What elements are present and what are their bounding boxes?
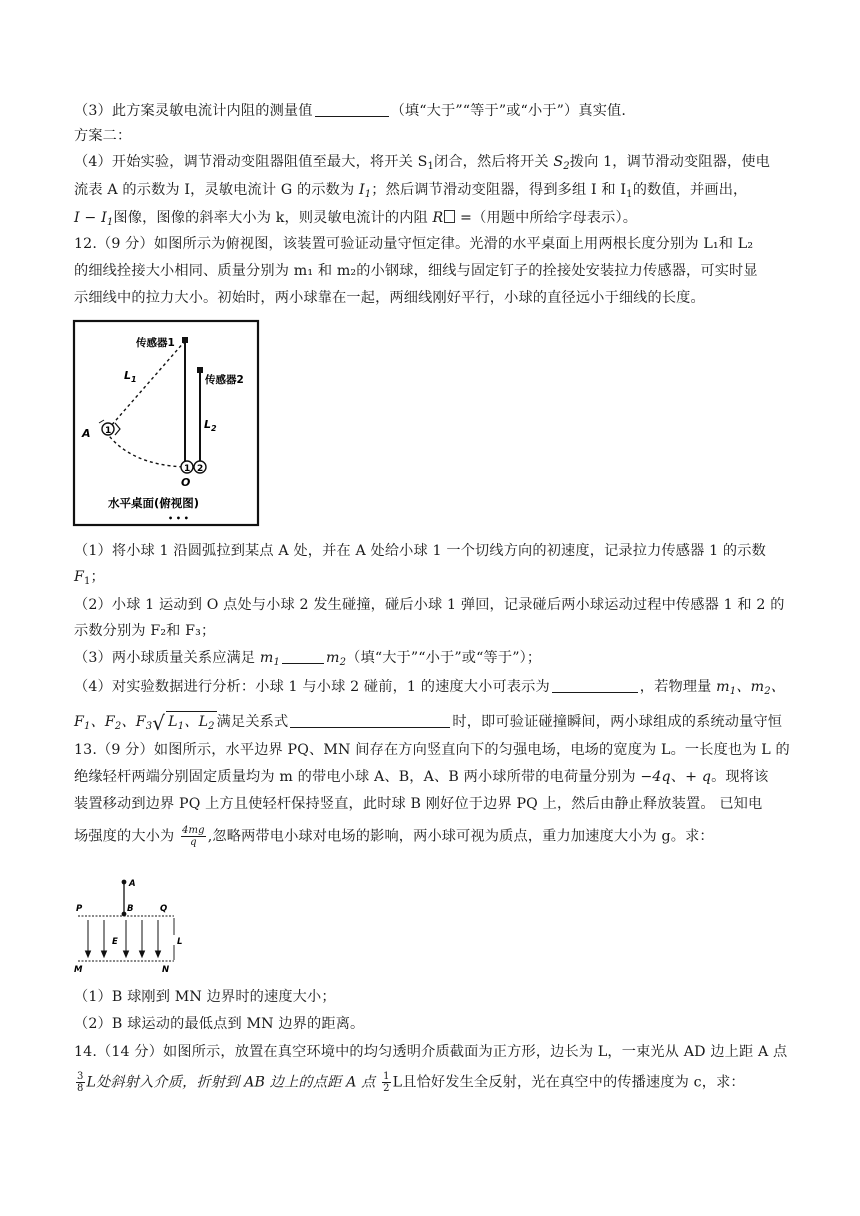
q12-line2: 的细线拴接大小相同、质量分别为 m₁ 和 m₂的小钢球，细线与固定钉子的拴接处安装拉力传感器，可实时显 — [74, 263, 758, 279]
label-q: Q — [160, 904, 168, 914]
string-l1-dashed — [110, 341, 185, 427]
text-segment: ； — [90, 569, 105, 585]
text-segment: 时，即可验证碰撞瞬间，两小球组成的系统动量守恒 — [452, 714, 783, 730]
math-m1-m2: $m_1$、$m_2$、 — [716, 679, 786, 697]
numerator: 1 — [383, 1071, 390, 1082]
text-segment: 场强度的大小为 — [74, 828, 180, 845]
l2-label: $L_2$ — [204, 418, 217, 433]
text-segment: （4）对实验数据进行分析：小球 1 与小球 2 碰前，1 的速度大小可表示为 — [74, 679, 550, 695]
q13-line1: 13.（9 分）如图所示，水平边界 PQ、MN 间存在方向竖直向下的匀强电场，电场的宽度为 L。一长度也为 L 的 — [74, 742, 790, 758]
figure-caption: 水平桌面(俯视图) — [108, 496, 200, 510]
text-segment: ,忽略两带电小球对电场的影响，两小球可视为质点，重力加速度大小为 g。求： — [207, 828, 714, 845]
ball1-at-o-label: 1 — [184, 464, 191, 474]
math-m1: $m_1$ — [259, 650, 281, 668]
denominator: q — [190, 837, 197, 848]
text-segment: =（用题中所给字母表示）。 — [455, 210, 638, 226]
q12-step3 — [74, 648, 794, 668]
q12-step2-line1: （2）小球 1 运动到 O 点处与小球 2 发生碰撞，碰后小球 1 弹回，记录碰后两小球运动过程中传感器 1 和 2 的 — [74, 597, 785, 613]
q12-step2-line2: 示数分别为 F₂和 F₃； — [74, 623, 216, 639]
text-segment: L处斜射入介质，折射到 AB 边上的点距 A 点 — [86, 1074, 381, 1091]
q12-line1: 12.（9 分）如图所示为俯视图，该装置可验证动量守恒定律。光滑的水平桌面上用两根长度分别为 L₁和 L₂ — [74, 236, 754, 252]
text-segment: （4）开始实验，调节滑动变阻器阻值至最大，将开关 S — [74, 154, 428, 170]
text-segment: 拨向 1，调节滑动变阻器，使电 — [569, 154, 770, 170]
fraction-3-8 — [76, 1071, 85, 1094]
sqrt-icon: √ — [152, 711, 166, 735]
tangent-mark — [99, 420, 104, 423]
math-rg: R — [432, 210, 444, 226]
sensor2-label: 传感器2 — [205, 374, 244, 386]
math-plus-q: + q — [685, 769, 712, 785]
text-segment: 满足关系式 — [216, 714, 289, 730]
math-i1: $I_1$ — [359, 182, 372, 200]
text-segment: （填“大于”“小于”或“等于”）； — [346, 650, 542, 666]
q11-item4-line2: 流表 A 的示数为 I，灵敏电流计 G 的示数为 $I_1$；然后调节滑动变阻器，得到多组 I 和 $I_1$的数值，并画出， — [74, 182, 748, 200]
q11-item4-line1: （4）开始实验，调节滑动变阻器阻值至最大，将开关 $S_1$闭合，然后将开关 $S_2$拨向 1，调节滑动变阻器，使电 — [74, 154, 770, 172]
math-l1-l2: $L_1$、$L_2$ — [166, 711, 217, 732]
point-a-label: A — [82, 427, 91, 440]
answer-blank[interactable] — [552, 678, 638, 693]
q11-item3-text: （3）此方案灵敏电流计内阻的测量值 — [74, 103, 313, 119]
q13-figure — [70, 874, 200, 974]
math-sub: 1 — [84, 576, 91, 587]
text-segment: 流表 A 的示数为 I，灵敏电流计 G 的示数为 — [74, 182, 359, 198]
text-segment: 。现将该 — [711, 769, 769, 785]
label-e: E — [112, 937, 118, 947]
arc-path — [106, 432, 185, 467]
q12-step1-line1: （1）将小球 1 沿圆弧拉到某点 A 处，并在 A 处给小球 1 一个切线方向的初速度，记录拉力传感器 1 的示数 — [74, 543, 766, 559]
text-segment: ，若物理量 — [639, 679, 717, 695]
sensor1-label: 传感器1 — [136, 337, 175, 349]
text-segment: 闭合，然后将开关 — [434, 154, 554, 170]
answer-blank[interactable] — [290, 713, 450, 728]
text-segment: 图像，图像的斜率大小为 k，则灵敏电流计的内阻 — [113, 210, 433, 226]
label-b: B — [127, 904, 134, 914]
ball1-at-a-label: 1 — [105, 426, 112, 436]
sensor2-block — [197, 367, 203, 373]
caption-dots: • • • — [168, 514, 189, 523]
label-a: A — [129, 879, 136, 889]
q11-item3-hint: （填“大于”“等于”或“小于”）真实值. — [390, 103, 627, 119]
q12-step1-line2 — [74, 567, 794, 587]
denominator: 8 — [77, 1083, 84, 1094]
ball2-label: 2 — [197, 464, 204, 474]
answer-blank[interactable] — [315, 102, 389, 117]
denominator: 2 — [383, 1083, 390, 1094]
q13-line4 — [74, 825, 794, 848]
math-minus-4q: −4q — [640, 769, 671, 785]
answer-blank[interactable] — [282, 649, 324, 664]
l1-label: $L_1$ — [124, 369, 137, 384]
numerator: 4mg — [182, 825, 205, 836]
text-segment: L且恰好发生全反射，光在真空中的传播速度为 c，求： — [392, 1074, 745, 1091]
text-segment: （3）两小球质量关系应满足 — [74, 650, 260, 666]
numerator: 3 — [77, 1071, 84, 1082]
q13-line3: 装置移动到边界 PQ 上方且使轻杆保持竖直，此时球 B 刚好位于边界 PQ 上，然后由静止释放装置。 已知电 — [74, 796, 763, 812]
label-l: L — [177, 937, 183, 947]
q14-line2 — [74, 1071, 794, 1094]
field-arrows — [86, 920, 161, 957]
math-s2: $S_2$ — [553, 154, 570, 172]
q12-step4-line1 — [74, 677, 794, 697]
q11-scheme2-label: 方案二： — [74, 128, 132, 144]
point-o-label: O — [181, 476, 191, 489]
q11-item4-line3 — [74, 208, 794, 228]
math-f-list: $F_1$、$F_2$、$F_3$ — [74, 714, 153, 732]
velocity-arrow — [115, 423, 120, 435]
missing-glyph-box — [444, 210, 455, 223]
label-n: N — [162, 965, 170, 974]
fraction-1-2 — [382, 1071, 391, 1094]
text-segment: 绝缘轻杆两端分别固定质量均为 m 的带电小球 A、B，A、B 两小球所带的电荷量分别为 — [74, 769, 641, 785]
q14-line1: 14.（14 分）如图所示，放置在真空环境中的均匀透明介质截面为正方形，边长为 L，一束光从 AD 边上距 A 点 — [74, 1044, 788, 1060]
label-p: P — [76, 904, 83, 914]
text-segment: 、 — [670, 769, 686, 785]
q12-line3: 示细线中的拉力大小。初始时，两小球靠在一起，两细线刚好平行，小球的直径远小于细线的长度。 — [74, 290, 705, 306]
q11-item3 — [74, 101, 794, 121]
q12-step4-line2 — [74, 711, 794, 733]
ball-a — [122, 880, 127, 885]
figure-frame — [74, 321, 258, 525]
q13-sub1: （1）B 球刚到 MN 边界时的速度大小； — [74, 989, 336, 1005]
fraction-4mg-q — [181, 825, 206, 848]
text-segment: 的数值，并画出， — [632, 182, 748, 198]
label-m: M — [74, 965, 83, 974]
math-i-minus-i1: $I - I_1$ — [74, 210, 114, 228]
math-f: F — [74, 569, 84, 585]
text-segment: ；然后调节滑动变阻器，得到多组 I 和 I — [371, 182, 627, 198]
sensor1-block — [182, 337, 188, 343]
math-m2: $m_2$ — [326, 650, 347, 668]
q13-line2 — [74, 767, 794, 787]
q12-figure — [72, 319, 260, 527]
q13-sub2: （2）B 球运动的最低点到 MN 边界的距离。 — [74, 1016, 365, 1032]
